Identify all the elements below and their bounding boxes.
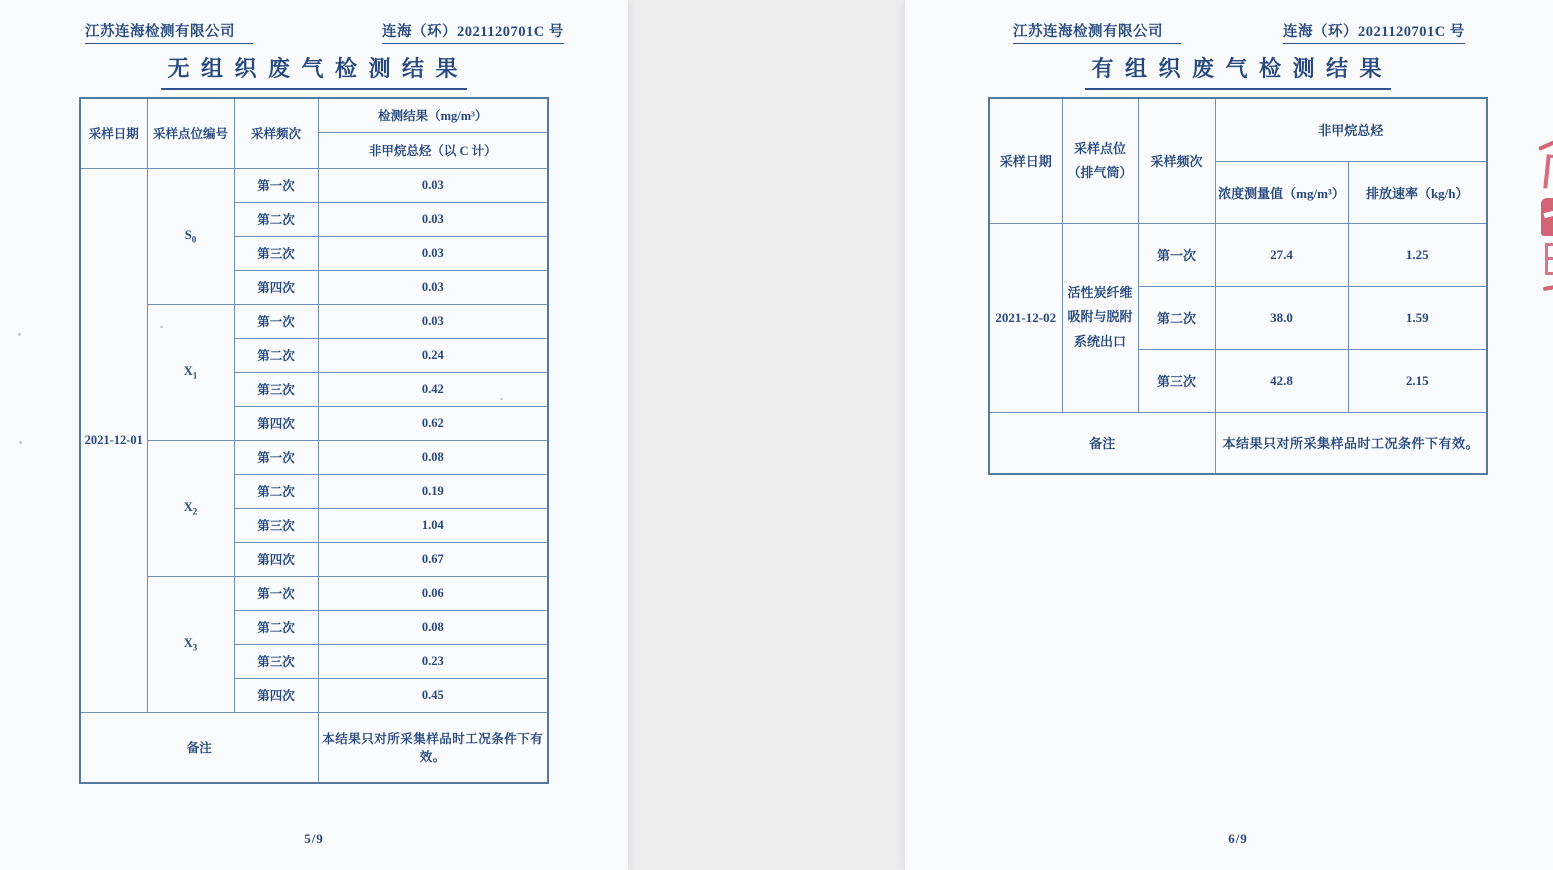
cell-point-id: [147, 304, 234, 440]
remark-row: [989, 412, 1487, 474]
col-header-point-line2: （排气筒）: [1067, 164, 1133, 180]
remark-text: 本结果只对所采集样品时工况条件下有效。: [318, 712, 548, 783]
cell-frequency: 第四次: [234, 270, 318, 304]
cell-frequency: 第三次: [234, 372, 318, 406]
organized-gas-table: [988, 97, 1488, 475]
cell-rate: 1.25: [1348, 223, 1487, 286]
cell-value: 0.03: [318, 236, 548, 270]
col-header-point: 采样点位编号: [147, 98, 234, 168]
col-header-point: [1062, 98, 1138, 223]
cell-value: 0.08: [318, 440, 548, 474]
cell-value: 0.45: [318, 678, 548, 712]
cell-rate: 1.59: [1348, 286, 1487, 349]
col-header-point-line1: 采样点位: [1073, 140, 1126, 156]
cell-sample-point: [1062, 223, 1138, 412]
cell-value: 0.42: [318, 372, 548, 406]
cell-frequency: 第二次: [1138, 286, 1215, 349]
cell-concentration: 27.4: [1215, 223, 1348, 286]
red-stamp-fragment-icon: [1543, 154, 1553, 189]
point-base: X: [183, 635, 193, 650]
remark-label: 备注: [80, 712, 318, 783]
cell-frequency: 第二次: [234, 202, 318, 236]
table-row: [80, 168, 548, 202]
page-organized-gas: [905, 0, 1553, 870]
scan-speckle: [19, 441, 22, 444]
col-header-date: 采样日期: [989, 98, 1062, 223]
cell-frequency: 第三次: [234, 508, 318, 542]
point-line: 活性炭纤维: [1067, 285, 1133, 301]
cell-value: 0.03: [318, 270, 548, 304]
col-header-concentration: 浓度测量值（mg/m³）: [1215, 161, 1348, 223]
red-stamp-fragment-icon: [1538, 139, 1553, 151]
cell-value: 0.03: [318, 202, 548, 236]
page-title: 无 组 织 废 气 检 测 结 果: [161, 52, 466, 90]
cell-point-id: [147, 576, 234, 712]
page-number: 5/9: [304, 831, 324, 846]
page-title-wrap: [79, 52, 549, 90]
cell-value: 0.23: [318, 644, 548, 678]
report-number: 连海（环）2021120701C 号: [1283, 20, 1465, 44]
col-header-result-sub: 非甲烷总烃（以 C 计）: [318, 132, 548, 168]
cell-frequency: 第一次: [1138, 223, 1215, 286]
point-sub: 3: [192, 642, 198, 653]
cell-frequency: 第三次: [1138, 349, 1215, 412]
cell-value: 0.24: [318, 338, 548, 372]
cell-frequency: 第二次: [234, 610, 318, 644]
cell-point-id: [147, 168, 234, 304]
cell-value: 0.03: [318, 304, 548, 338]
cell-value: 0.62: [318, 406, 548, 440]
report-number: 连海（环）2021120701C 号: [382, 20, 564, 44]
point-base: S: [184, 227, 192, 242]
company-name: 江苏连海检测有限公司: [85, 20, 253, 44]
point-sub: 2: [192, 506, 198, 517]
col-header-date: 采样日期: [80, 98, 147, 168]
scan-speckle: [18, 333, 21, 336]
unorganized-gas-table: [79, 97, 549, 784]
remark-text: 本结果只对所采集样品时工况条件下有效。: [1215, 412, 1487, 474]
cell-rate: 2.15: [1348, 349, 1487, 412]
page-title-wrap: [988, 52, 1488, 90]
cell-value: 1.04: [318, 508, 548, 542]
col-header-rate: 排放速率（kg/h）: [1348, 161, 1487, 223]
table-row: [989, 223, 1487, 286]
red-stamp-fragment-icon: [1543, 285, 1553, 291]
cell-concentration: 38.0: [1215, 286, 1348, 349]
cell-frequency: 第一次: [234, 168, 318, 202]
cell-frequency: 第三次: [234, 236, 318, 270]
cell-frequency: 第二次: [234, 338, 318, 372]
cell-frequency: 第四次: [234, 542, 318, 576]
point-line: 吸附与脱附: [1067, 309, 1133, 325]
page-title: 有 组 织 废 气 检 测 结 果: [1085, 52, 1390, 90]
cell-sample-date: 2021-12-01: [80, 168, 147, 712]
remark-row: [80, 712, 548, 783]
cell-frequency: 第一次: [234, 304, 318, 338]
col-header-group: 非甲烷总烃: [1215, 98, 1487, 161]
table-row: [80, 576, 548, 610]
cell-value: 0.03: [318, 168, 548, 202]
page-number: 6/9: [1228, 831, 1248, 846]
scan-speckle: [500, 398, 503, 400]
scan-speckle: [160, 326, 163, 328]
cell-frequency: 第四次: [234, 678, 318, 712]
cell-frequency: 第一次: [234, 440, 318, 474]
col-header-freq: 采样频次: [1138, 98, 1215, 223]
company-name: 江苏连海检测有限公司: [1013, 20, 1181, 44]
point-line: 系统出口: [1073, 333, 1126, 349]
remark-label: 备注: [989, 412, 1215, 474]
cell-value: 0.06: [318, 576, 548, 610]
point-base: X: [183, 363, 193, 378]
cell-frequency: 第二次: [234, 474, 318, 508]
page-unorganized-gas: [0, 0, 628, 870]
cell-value: 0.19: [318, 474, 548, 508]
cell-point-id: [147, 440, 234, 576]
point-sub: 0: [191, 234, 197, 245]
table-row: [80, 440, 548, 474]
cell-sample-date: 2021-12-02: [989, 223, 1062, 412]
cell-frequency: 第一次: [234, 576, 318, 610]
cell-value: 0.67: [318, 542, 548, 576]
col-header-result: 检测结果（mg/m³）: [318, 98, 548, 132]
red-stamp-fragment-icon: [1545, 243, 1553, 275]
point-base: X: [183, 499, 193, 514]
cell-frequency: 第四次: [234, 406, 318, 440]
point-sub: 1: [192, 370, 198, 381]
red-stamp-fragment-icon: [1541, 198, 1553, 236]
table-row: [80, 304, 548, 338]
cell-frequency: 第三次: [234, 644, 318, 678]
cell-concentration: 42.8: [1215, 349, 1348, 412]
cell-value: 0.08: [318, 610, 548, 644]
col-header-freq: 采样频次: [234, 98, 318, 168]
